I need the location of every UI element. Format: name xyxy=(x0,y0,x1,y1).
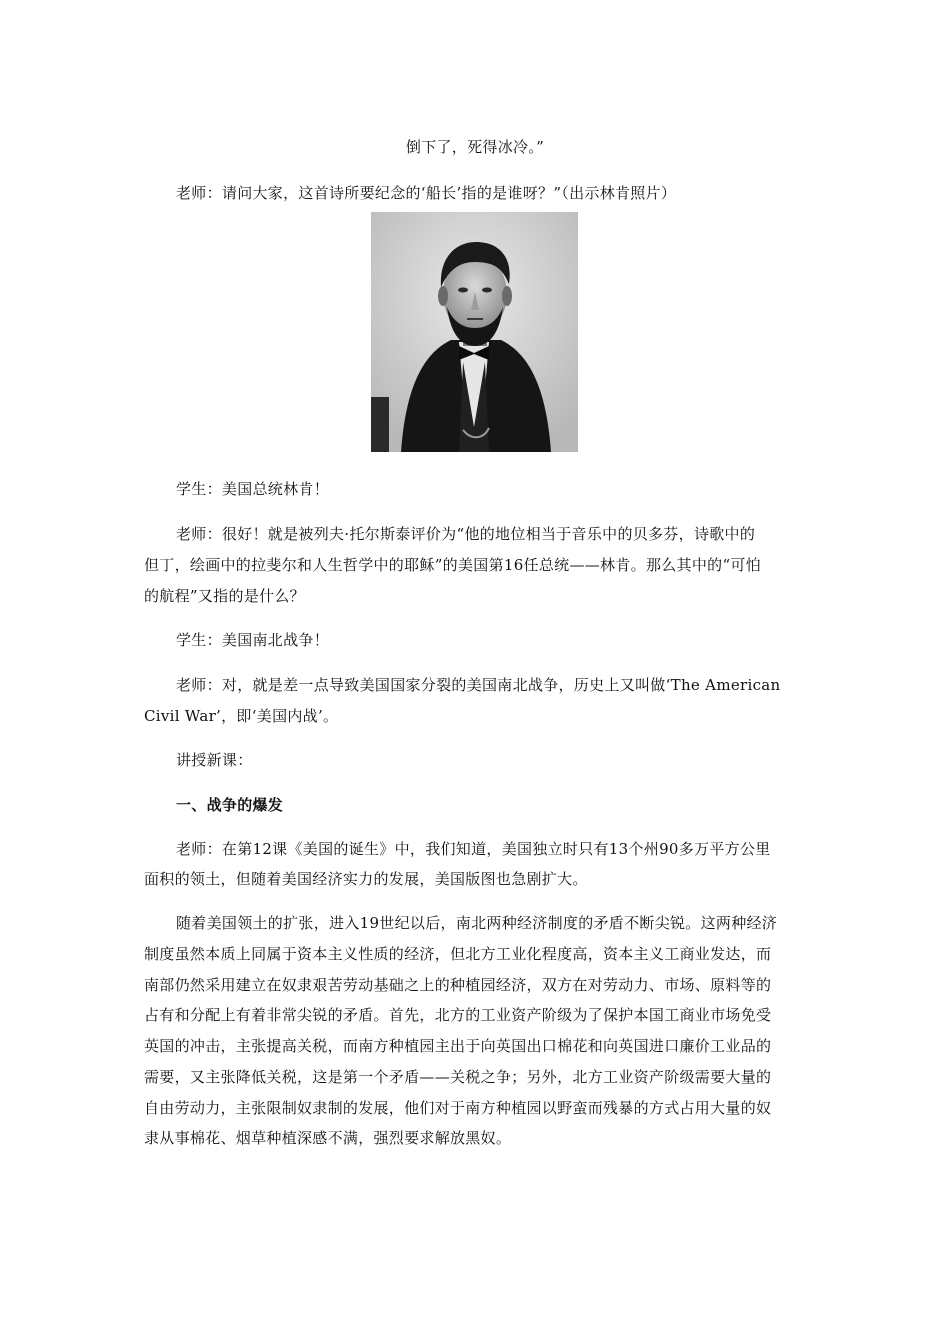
teacher-paragraph-4-line-2: 面积的领土，但随着美国经济实力的发展，美国版图也急剧扩大。 xyxy=(144,870,588,888)
teacher-paragraph-2-line-1: 老师：很好！就是被列夫·托尔斯泰评价为“他的地位相当于音乐中的贝多芬，诗歌中的 xyxy=(176,525,756,543)
body-paragraph-line-5: 英国的冲击，主张提高关税，而南方种植园主出于向英国出口棉花和向英国进口廉价工业品的 xyxy=(144,1037,772,1055)
body-paragraph-line-7: 自由劳动力，主张限制奴隶制的发展，他们对于南方种植园以野蛮而残暴的方式占用大量的奴 xyxy=(144,1099,772,1117)
teacher-question-1: 老师：请问大家，这首诗所要纪念的‘船长’指的是谁呀？”（出示林肯照片） xyxy=(176,184,677,202)
body-paragraph-line-3: 南部仍然采用建立在奴隶艰苦劳动基础之上的种植园经济，双方在对劳动力、市场、原料等的 xyxy=(144,976,772,994)
new-lesson-label: 讲授新课： xyxy=(176,751,253,769)
teacher-paragraph-2-line-2: 但丁，绘画中的拉斐尔和人生哲学中的耶稣”的美国第16任总统——林肯。那么其中的“可怕 xyxy=(144,556,762,574)
teacher-paragraph-4-line-1: 老师：在第12课《美国的诞生》中，我们知道，美国独立时只有13个州90多万平方公里 xyxy=(176,840,771,858)
body-paragraph-line-8: 隶从事棉花、烟草种植深感不满，强烈要求解放黑奴。 xyxy=(144,1129,512,1147)
body-paragraph-line-1: 随着美国领土的扩张，进入19世纪以后，南北两种经济制度的矛盾不断尖锐。这两种经济 xyxy=(176,914,778,932)
student-answer-2: 学生：美国南北战争！ xyxy=(176,631,330,649)
portrait-photo-icon xyxy=(371,212,578,452)
poem-last-line: 倒下了，死得冰冷。” xyxy=(405,138,545,156)
body-paragraph-line-2: 制度虽然本质上同属于资本主义性质的经济，但北方工业化程度高，资本主义工商业发达，而 xyxy=(144,945,772,963)
teacher-paragraph-3-line-1: 老师：对，就是差一点导致美国国家分裂的美国南北战争，历史上又叫做‘The American xyxy=(176,676,781,694)
student-answer-1: 学生：美国总统林肯！ xyxy=(176,480,330,498)
body-paragraph-line-4: 占有和分配上有着非常尖锐的矛盾。首先，北方的工业资产阶级为了保护本国工商业市场免受 xyxy=(144,1006,772,1024)
body-paragraph-line-6: 需要，又主张降低关税，这是第一个矛盾——关税之争；另外，北方工业资产阶级需要大量的 xyxy=(144,1068,772,1086)
lincoln-portrait-photo xyxy=(371,212,578,452)
section-heading: 一、战争的爆发 xyxy=(176,796,284,814)
teacher-paragraph-3-line-2: Civil War’，即‘美国内战’。 xyxy=(144,707,339,725)
teacher-paragraph-2-line-3: 的航程”又指的是什么？ xyxy=(144,587,305,605)
